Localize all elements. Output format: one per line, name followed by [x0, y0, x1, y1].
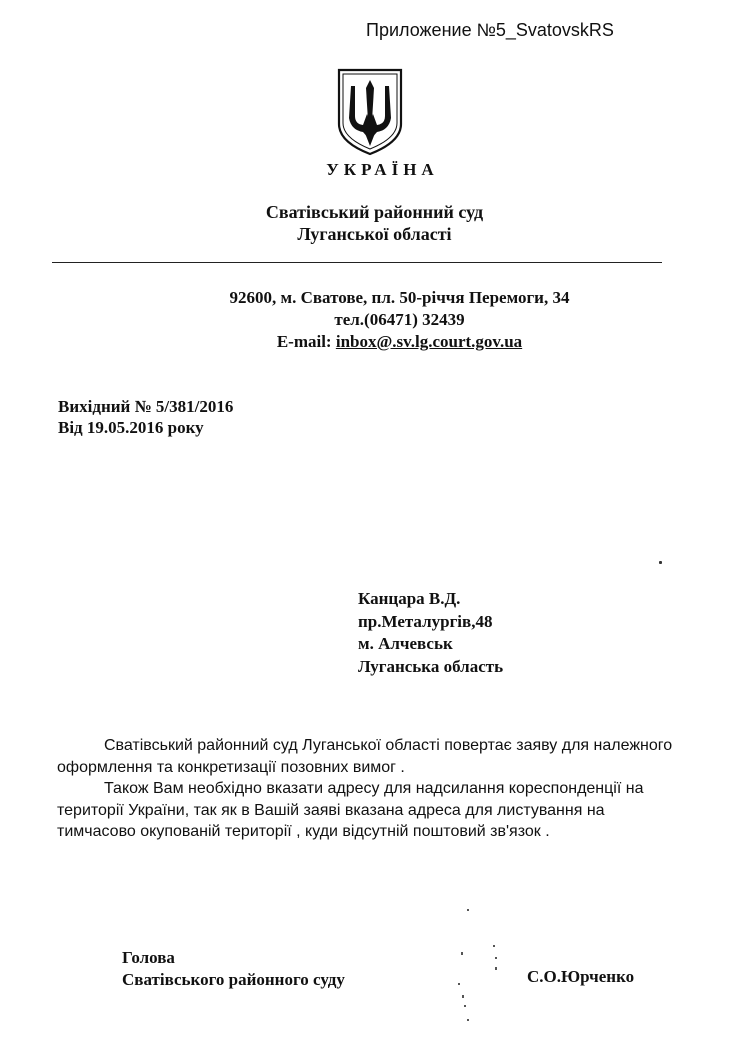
signatory-name: С.О.Юрченко — [527, 967, 635, 986]
recipient-region: Луганська область — [358, 656, 504, 676]
email-label: E-mail: — [276, 332, 332, 351]
signatory-organization: Сватівського районного суду — [122, 970, 345, 989]
phone: тел.(06471) 32439 — [334, 310, 465, 329]
recipient-street: пр.Металургів,48 — [358, 611, 493, 631]
recipient-block — [358, 588, 503, 678]
body-paragraph-2: Також Вам необхідно вказати адресу для надсилання кореспонденції на території України, так як в Вашій заяві вказана адреса для листування на тимчасово окупованій території , куди відсутній поштовий зв'язок . — [57, 780, 644, 840]
signature-marks — [455, 905, 515, 1035]
body-paragraph-1: Сватівський районний суд Луганської області повертає заяву для належного оформлення та конкретизації позовних вимог . — [57, 737, 673, 776]
postal-address: 92600, м. Сватове, пл. 50-річчя Перемоги, 34 — [229, 288, 570, 307]
outgoing-date: Від 19.05.2016 року — [58, 418, 204, 437]
scan-speck — [659, 561, 662, 564]
outgoing-reference — [58, 396, 233, 438]
email-link[interactable]: inbox@.sv.lg.court.gov.ua — [335, 332, 523, 351]
country-title: УКРАЇНА — [326, 160, 439, 179]
signatory-position: Голова — [122, 948, 175, 967]
court-name-line2: Луганської області — [297, 224, 452, 244]
header-divider — [52, 262, 662, 263]
trident-coat-of-arms-icon — [335, 66, 405, 156]
annex-label: Приложение №5_SvatovskRS — [366, 20, 614, 40]
recipient-city: м. Алчевськ — [358, 634, 453, 653]
letter-body — [57, 735, 677, 843]
outgoing-number: Вихідний № 5/381/2016 — [58, 397, 234, 416]
court-address — [0, 287, 749, 353]
email-line — [50, 331, 749, 353]
signatory-title — [122, 947, 345, 991]
court-name-line1: Сватівський районний суд — [265, 202, 484, 222]
recipient-name: Канцара В.Д. — [358, 589, 461, 608]
court-name — [0, 201, 749, 245]
